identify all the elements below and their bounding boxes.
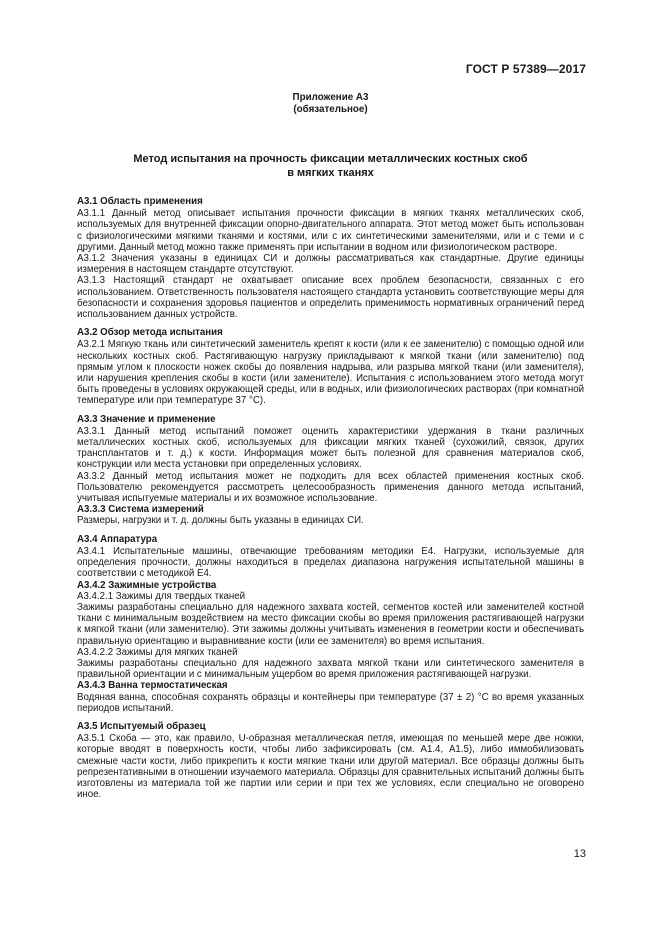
subheading-thermostatic-bath: А3.4.3 Ванна термостатическая	[77, 680, 228, 692]
paragraph-a3-1-3: А3.1.3 Настоящий стандарт не охватывает описание всех проблем безопасности, связанных с его использованием. Ответственность пользователя настоящего стандарта установить соответствующие меры для безопасности и сохранения здоровья пациентов и определить применимость нормативных ограничений перед использованием данных устройств.	[77, 275, 584, 321]
section-heading-apparatus: А3.4 Аппаратура	[77, 533, 158, 545]
document-title	[100, 153, 561, 180]
section-heading-test-specimen: А3.5 Испытуемый образец	[77, 720, 206, 732]
annex-status: (обязательное)	[293, 104, 368, 115]
page-number: 13	[573, 848, 586, 860]
section-heading-scope: А3.1 Область применения	[77, 196, 203, 207]
section-heading-overview: А3.2 Обзор метода испытания	[77, 327, 223, 339]
subheading-hard-tissue-clamps: А3.4.2.1 Зажимы для твердых тканей	[77, 590, 246, 602]
paragraph-a3-3-2: А3.3.2 Данный метод испытания может не подходить для всех областей применения костных скоб. Пользователю рекомендуется рассмотреть целесообразность применения данного метода испытаний, учитывая испытуемые материалы и их возможное использование.	[77, 470, 584, 505]
standard-number: ГОСТ Р 57389—2017	[465, 62, 586, 76]
document-title-line1: Метод испытания на прочность фиксации металлических костных скоб	[133, 153, 528, 165]
paragraph-hard-tissue-clamps: Зажимы разработаны специально для надежного захвата костей, сегментов костей или заменителей костной ткани с минимальным воздействием на место фиксации скобы во время приложения растягивающей нагрузки к мягкой ткани (или заменителю). Эти зажимы должны учитывать изменения в геометрии кости и обеспечивать правильную ориентацию и выравнивание кости (или ее заменителя) во время испытания.	[77, 601, 584, 647]
paragraph-a3-2-1: А3.2.1 Мягкую ткань или синтетический заменитель крепят к кости (или к ее заменителю) с помощью одной или нескольких костных скоб. Растягивающую нагрузку прикладывают к мягкой ткани (или заменителю) под прямым углом к плоскости ножек скобы до появления надрыва, или разрыва мягкой ткани (или заменителя), или нарушения крепления скобы в кости (или заменителе). Испытания с использованием этого метода могут быть проведены в условиях окружающей среды, или в водных, или физиологических растворах (при комнатной температуре или при температуре 37 °С).	[77, 339, 584, 407]
paragraph-a3-5-1: А3.5.1 Скоба — это, как правило, U-образная металлическая петля, имеющая по меньшей мере две ножки, которые вводят в поверхность кости, чтобы либо зафиксировать (см. А1.4, А1.5), либо иммобилизовать смежные части кости, либо прикрепить к кости мягкие ткани или другой материал. Все образцы должны быть репрезентативными в отношении изучаемого материала. Образцы для сравнительных испытаний должны быть изготовлены из материала той же партии или серии и при тех же условиях, если специально не оговорено иное.	[77, 733, 584, 801]
paragraph-a3-1-1: А3.1.1 Данный метод описывает испытания прочности фиксации в мягких тканях металлических скоб, используемых для внутренней фиксации опорно-двигательного аппарата. Этот метод может быть использован с физиологическими мягкими тканями и костями, или с их синтетическими заменителями, или и с теми и с другими. Данный метод можно также применять при испытании в водном или физиологическом растворе.	[77, 208, 584, 253]
paragraph-a3-4-1: А3.4.1 Испытательные машины, отвечающие требованиям методики Е4. Нагрузки, используемые для определения прочности, должны находиться в пределах диапазона нагружения испытательной машины в соответствии с методикой Е4.	[77, 545, 584, 580]
subheading-soft-tissue-clamps: А3.4.2.2 Зажимы для мягких тканей	[77, 646, 238, 658]
paragraph-a3-1-2: А3.1.2 Значения указаны в единицах СИ и должны рассматриваться как стандартные. Другие единицы измерения в настоящем стандарте отсутствуют.	[77, 253, 584, 276]
document-body	[77, 196, 584, 800]
paragraph-a3-3-3: Размеры, нагрузки и т. д. должны быть указаны в единицах СИ.	[77, 515, 364, 527]
document-title-line2: в мягких тканях	[287, 166, 374, 179]
annex-heading	[0, 92, 661, 116]
section-heading-significance: А3.3 Значение и применение	[77, 413, 216, 425]
paragraph-soft-tissue-clamps: Зажимы разработаны специально для надежного захвата мягкой ткани или синтетического заменителя в правильной ориентации и с минимальным ущербом во время приложения растягивающей нагрузки.	[77, 657, 584, 681]
subheading-clamping-devices: А3.4.2 Зажимные устройства	[77, 579, 217, 591]
subheading-measurement-system: А3.3.3 Система измерений	[77, 504, 204, 516]
annex-title: Приложение А3	[292, 92, 369, 103]
paragraph-thermostatic-bath: Водяная ванна, способная сохранять образцы и контейнеры при температуре (37 ± 2) °С во время указанных периодов испытаний.	[77, 691, 584, 714]
paragraph-a3-3-1: А3.3.1 Данный метод испытаний поможет оценить характеристики удержания в ткани различных металлических костных скоб, используемых для фиксации мягких тканей (сухожилий, связок, других трансплантатов и т. д.) к кости. Информация может быть полезной для сравнения материалов скоб, конструкции или места установки при определенных условиях.	[77, 425, 584, 471]
